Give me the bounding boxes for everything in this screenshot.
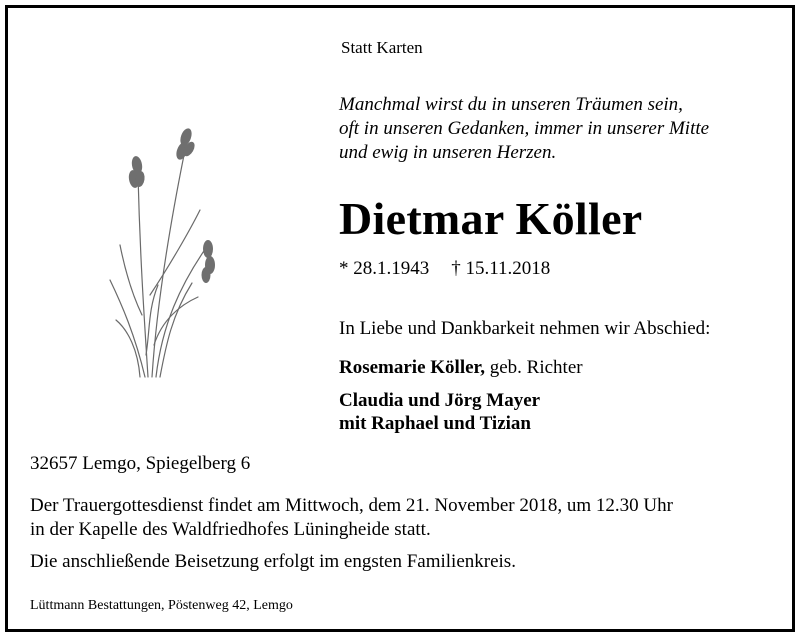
verse-line: oft in unseren Gedanken, immer in unserer Mitte: [339, 118, 710, 139]
deceased-name: Dietmar Köller: [339, 193, 643, 244]
life-dates: [339, 258, 550, 280]
undertaker-info: Lüttmann Bestattungen, Pöstenweg 42, Lemgo: [30, 598, 293, 613]
death-date: † 15.11.2018: [451, 258, 551, 279]
family-line: mit Raphael und Tizian: [339, 413, 531, 434]
primary-mourner: [339, 357, 583, 379]
memorial-verse: [339, 93, 709, 165]
wheat-ears-icon: [100, 115, 230, 380]
verse-line: und ewig in unseren Herzen.: [339, 142, 557, 163]
service-info: [30, 494, 673, 542]
service-line: in der Kapelle des Waldfriedhofes Lüningheide statt.: [30, 519, 431, 540]
birth-date: * 28.1.1943: [339, 258, 430, 279]
service-line: Der Trauergottesdienst findet am Mittwoch, dem 21. November 2018, um 12.30 Uhr: [30, 495, 673, 516]
header-text: Statt Karten: [341, 38, 423, 57]
primary-mourner-note: geb. Richter: [489, 357, 583, 378]
verse-line: Manchmal wirst du in unseren Träumen sein,: [339, 94, 683, 115]
burial-info: Die anschließende Beisetzung erfolgt im engsten Familienkreis.: [30, 551, 516, 572]
farewell-text: In Liebe und Dankbarkeit nehmen wir Abschied:: [339, 318, 711, 339]
family-address: 32657 Lemgo, Spiegelberg 6: [30, 453, 251, 474]
primary-mourner-name: Rosemarie Köller,: [339, 357, 485, 378]
family-line: Claudia und Jörg Mayer: [339, 390, 541, 411]
family-mourners: [339, 389, 540, 435]
